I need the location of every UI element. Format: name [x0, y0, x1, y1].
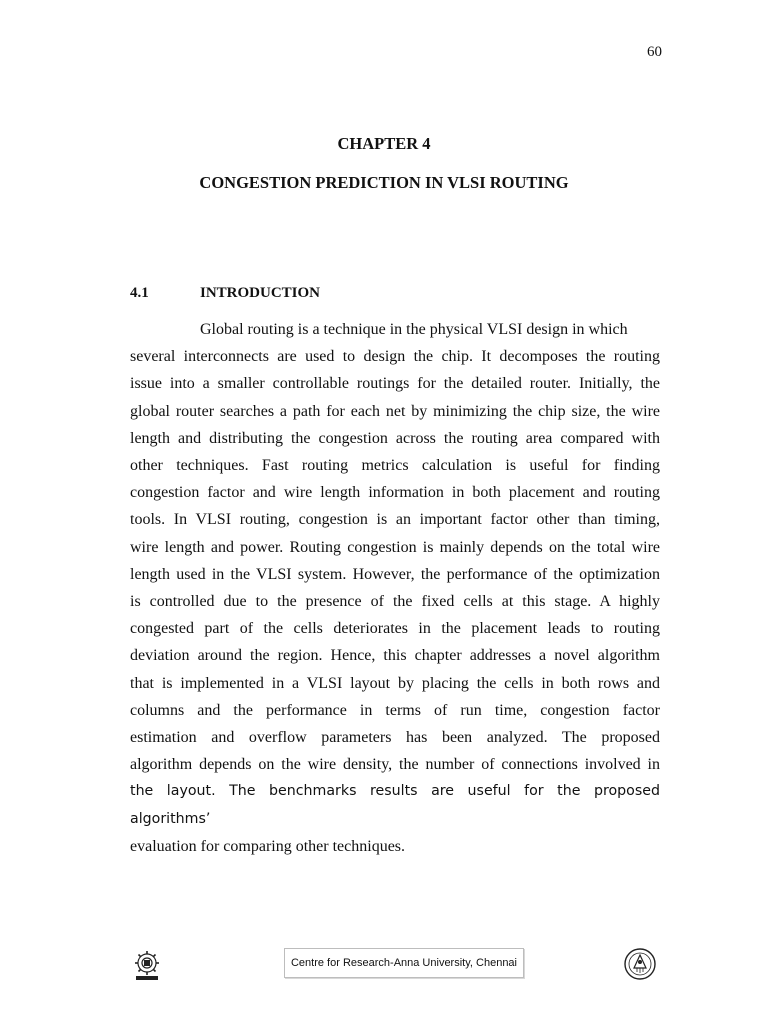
body-line: other techniques. Fast routing metrics calculation is useful for finding	[130, 457, 660, 475]
body-line: deviation around the region. Hence, this chapter addresses a novel algorithm	[130, 647, 660, 665]
body-line: congested part of the cells deteriorates in the placement leads to routing	[130, 620, 660, 638]
body-line: issue into a smaller controllable routings for the detailed router. Initially, the	[130, 375, 660, 393]
body-line: that is implemented in a VLSI layout by placing the cells in both rows and	[130, 674, 660, 692]
centre-for-research-seal-icon	[622, 946, 658, 982]
body-line: algorithm depends on the wire density, the number of connections involved in	[130, 756, 660, 774]
body-line: tools. In VLSI routing, congestion is an important factor other than timing,	[130, 511, 660, 529]
body-paragraph	[130, 316, 660, 860]
body-line: global router searches a path for each net by minimizing the chip size, the wire	[130, 402, 660, 420]
chapter-label: CHAPTER 4	[337, 134, 431, 153]
chapter-title: CONGESTION PREDICTION IN VLSI ROUTING	[199, 173, 569, 192]
body-line: evaluation for comparing other techniques.	[130, 837, 406, 855]
section-heading	[130, 285, 320, 302]
body-line: wire length and power. Routing congestion is mainly depends on the total wire	[130, 538, 660, 556]
section-number: 4.1	[130, 285, 149, 301]
body-line: Global routing is a technique in the physical VLSI design in which	[200, 321, 628, 338]
section-title: INTRODUCTION	[200, 285, 321, 301]
body-line: length and distributing the congestion across the routing area compared with	[130, 429, 660, 447]
body-line: is controlled due to the presence of the fixed cells at this stage. A highly	[130, 593, 660, 611]
body-line: length used in the VLSI system. However, the performance of the optimization	[130, 565, 660, 583]
anna-university-emblem-icon	[130, 948, 164, 982]
body-line: estimation and overflow parameters has been analyzed. The proposed	[130, 729, 660, 747]
body-line: the layout. The benchmarks results are useful for the proposed algorithms’	[130, 783, 660, 827]
body-line: several interconnects are used to design the chip. It decomposes the routing	[130, 348, 660, 366]
body-line: congestion factor and wire length information in both placement and routing	[130, 484, 660, 502]
body-line: columns and the performance in terms of run time, congestion factor	[130, 701, 660, 719]
footer-banner: Centre for Research-Anna University, Chennai	[284, 948, 524, 978]
page-number: 60	[647, 44, 662, 60]
